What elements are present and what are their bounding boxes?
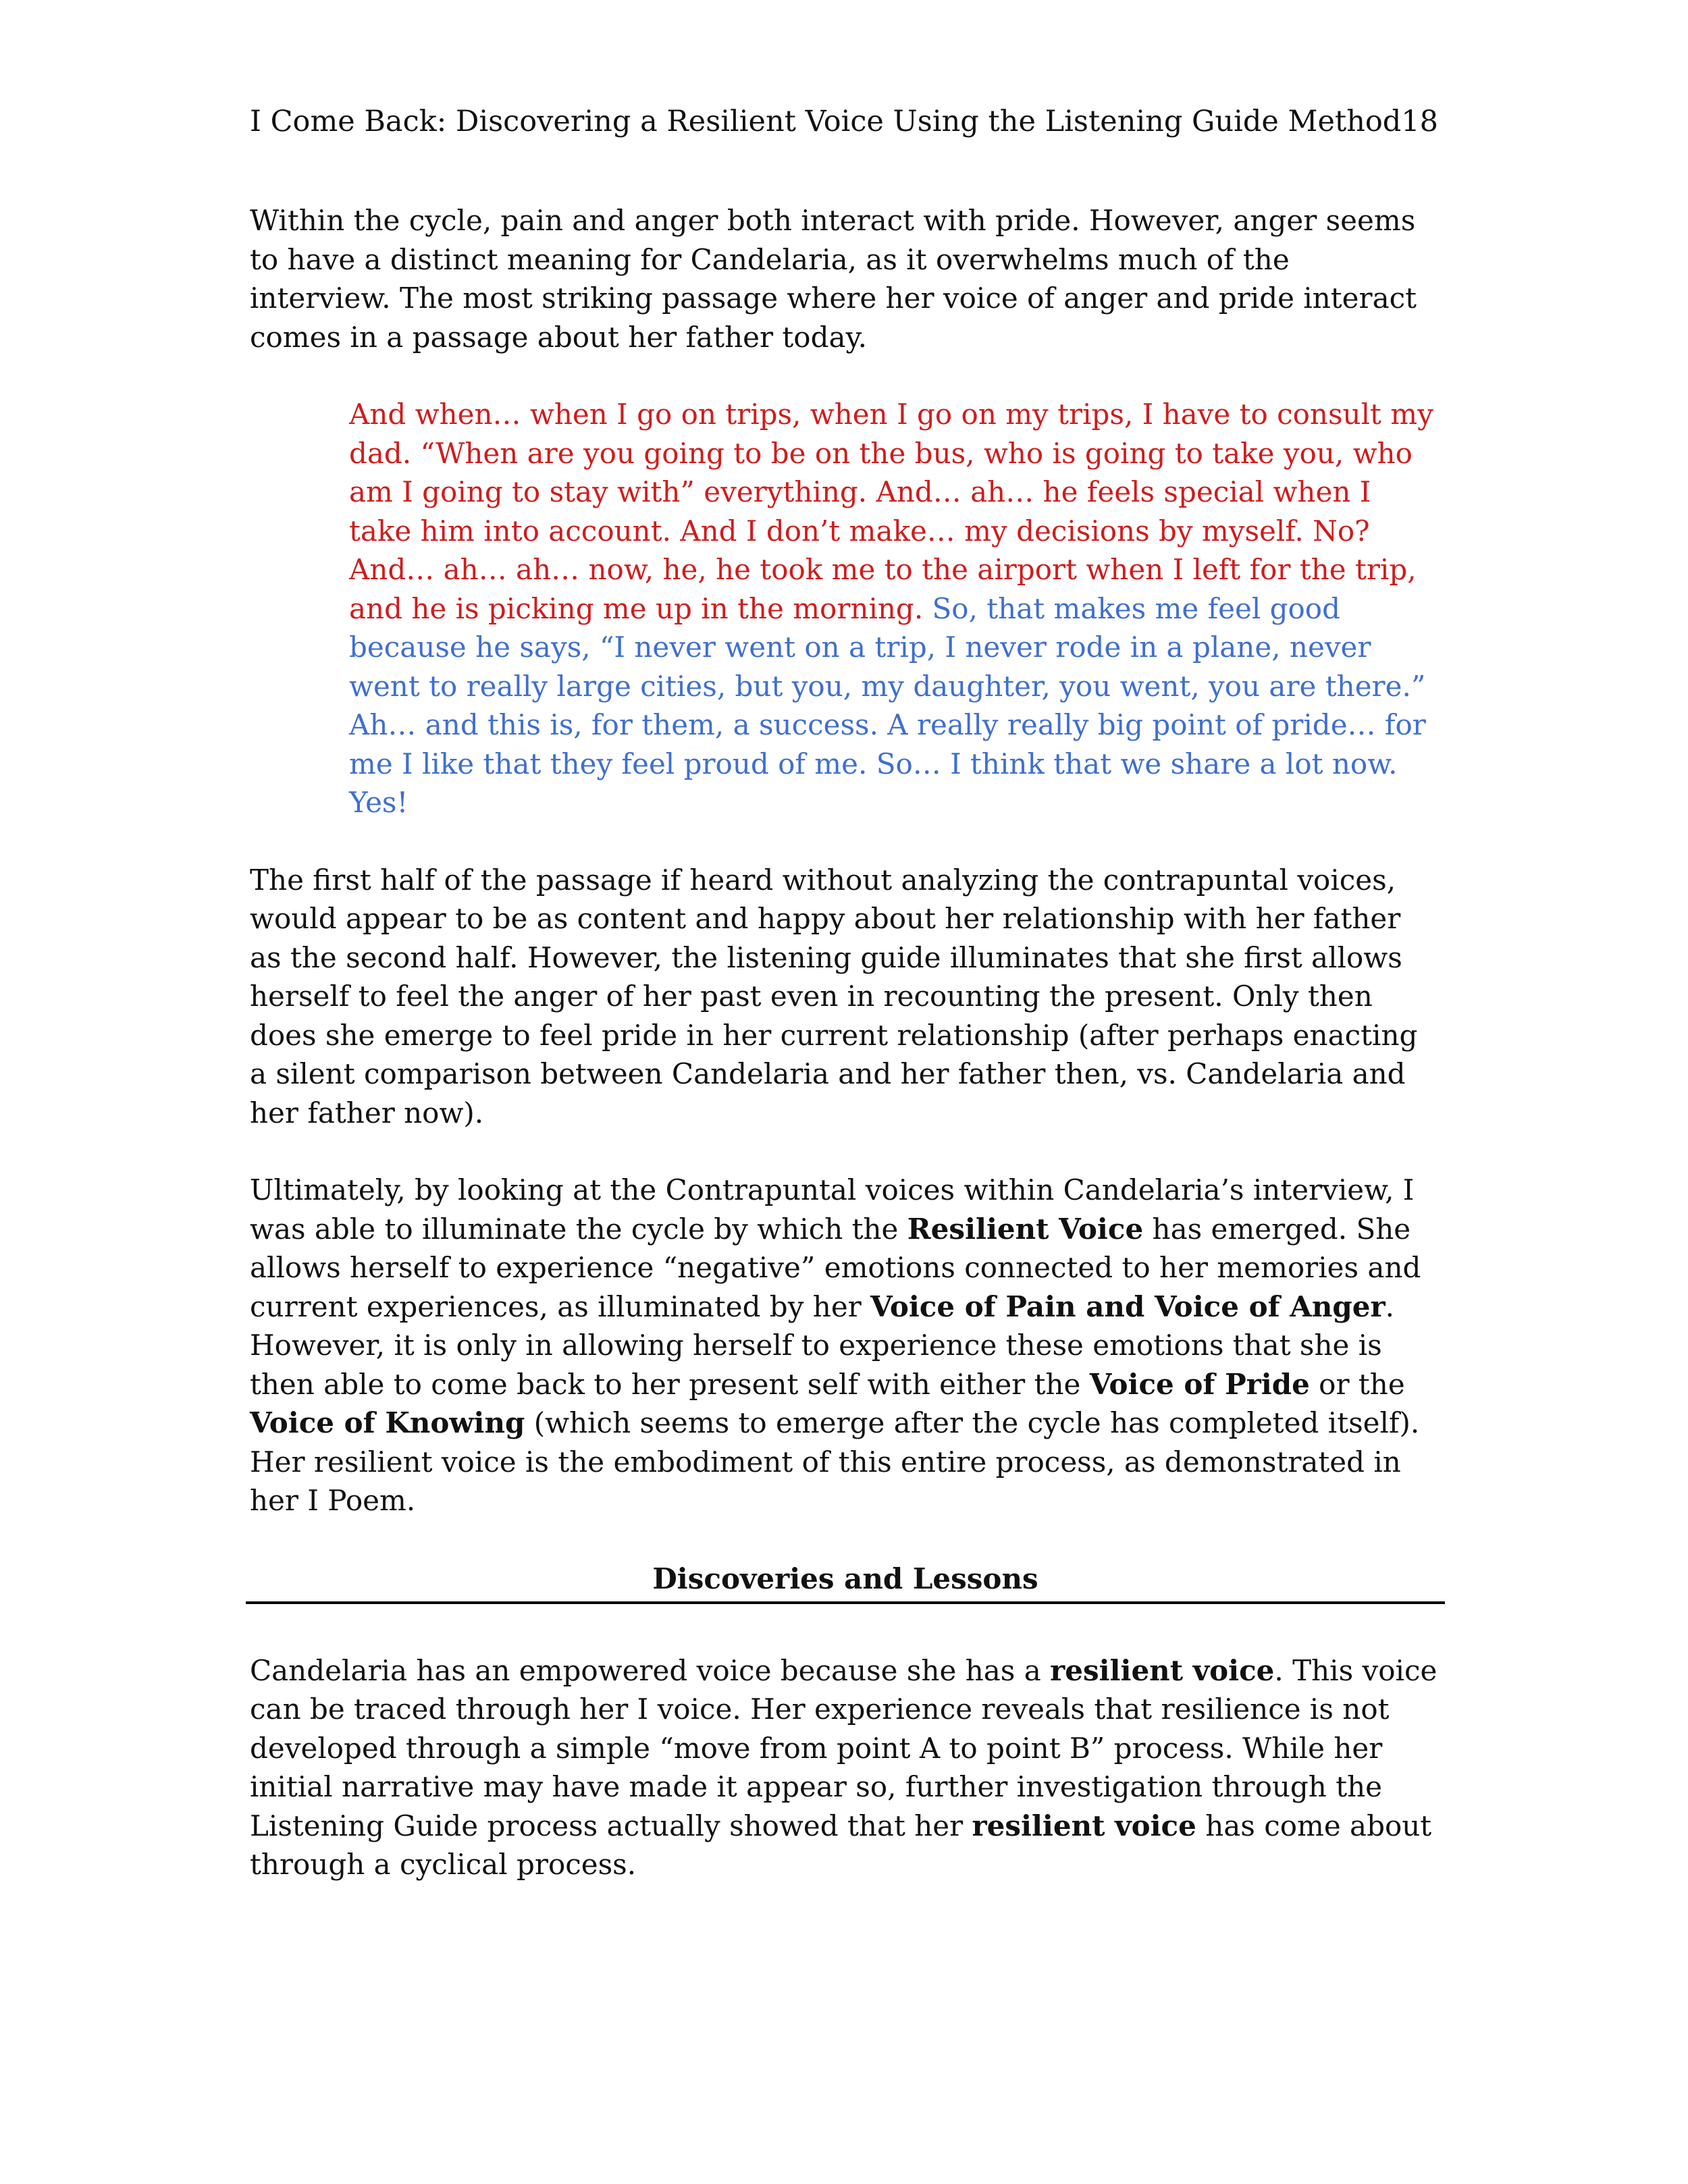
text-run: or the xyxy=(1309,1367,1405,1401)
final-paragraph xyxy=(250,1651,1438,1884)
text-run: has come about through a cyclical process. xyxy=(250,1809,1432,1881)
section-divider xyxy=(246,1601,1445,1604)
analysis-paragraph: The first half of the passage if heard without analyzing the contrapuntal voices, would appear to be as content and happy about her relationship with her father as the second half. However, the listening guide illuminates that she first allows herself to feel the anger of her past even in recounting the present. Only then does she emerge to feel pride in her current relationship (after perhaps enacting a silent comparison between Candelaria and her father then, vs. Candelaria and her father now). xyxy=(250,863,1418,1129)
page-number: 18 xyxy=(1401,105,1438,138)
body-text xyxy=(250,201,1438,1923)
text-run: . This voice can be traced through her I voice. Her experience reveals that resilience is not developed through a simple “move from point A to point B” process. While her initial narrative may have made it appear so, further investigation through the Listening Guide process actually showed that her xyxy=(250,1653,1438,1842)
bold-term: resilient voice xyxy=(1050,1653,1275,1687)
text-run: (which seems to emerge after the cycle has completed itself). Her resilient voice is the embodiment of this entire process, as demonstrated in her I Poem. xyxy=(250,1406,1420,1517)
conclusion-paragraph xyxy=(250,1171,1438,1520)
section-heading: Discoveries and Lessons xyxy=(652,1562,1038,1595)
bold-term: Resilient Voice xyxy=(907,1212,1144,1246)
text-run: . However, it is only in allowing herself to experience these emotions that she is then able to come back to her present self with either the xyxy=(250,1289,1394,1401)
text-run: Ultimately, by looking at the Contrapuntal voices within Candelaria’s interview, I was able to illuminate the cycle by which the xyxy=(250,1173,1415,1246)
text-run: has emerged. She allows herself to experience “negative” emotions connected to her memories and current experiences, as illuminated by her xyxy=(250,1212,1421,1323)
bold-term: resilient voice xyxy=(972,1809,1196,1842)
block-quote xyxy=(349,395,1436,822)
quote-pride-voice: So, that makes me feel good because he says, “I never went on a trip, I never rode in a plane, never went to really large cities, but you, my daughter, you went, you are there.” Ah… and this is, for them, a success. A really really big point of pride… for me I like that they feel proud of me. So… I think that we share a lot now. Yes! xyxy=(349,591,1426,819)
bold-term: Voice of Pain and Voice of Anger xyxy=(870,1289,1386,1323)
text-run: Candelaria has an empowered voice because she has a xyxy=(250,1653,1051,1687)
bold-term: Voice of Pride xyxy=(1089,1367,1310,1401)
intro-paragraph: Within the cycle, pain and anger both interact with pride. However, anger seems to have a distinct meaning for Candelaria, as it overwhelms much of the interview. The most striking passage where her voice of anger and pride interact comes in a passage about her father today. xyxy=(250,204,1417,354)
quote-anger-voice: And when… when I go on trips, when I go on my trips, I have to consult my dad. “When are you going to be on the bus, who is going to take you, who am I going to stay with” everything. And… ah… he feels special when I take him into account. And I don’t make… my decisions by myself. No? And… ah… ah… now, he, he took me to the airport when I left for the trip, and he is picking me up in the morning. xyxy=(349,398,1433,625)
running-title: I Come Back: Discovering a Resilient Voice Using the Listening Guide Method xyxy=(250,105,1402,138)
bold-term: Voice of Knowing xyxy=(250,1406,525,1439)
